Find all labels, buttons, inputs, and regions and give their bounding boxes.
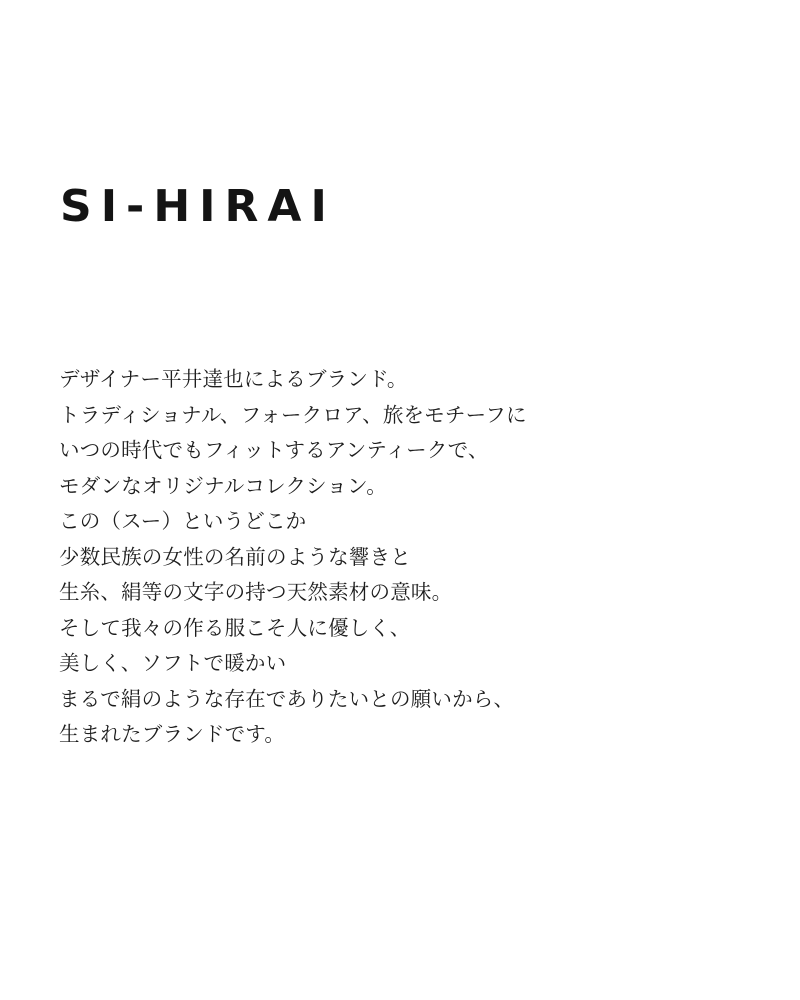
brand-description (59, 362, 739, 753)
description-line: トラディショナル、フォークロア、旅をモチーフに (59, 402, 527, 427)
description-line: 美しく、ソフトで暖かい (59, 651, 287, 675)
description-line: デザイナー平井達也によるブランド。 (59, 367, 408, 391)
description-line: この（スー）というどこか (59, 509, 307, 533)
description-line: まるで絹のような存在でありたいとの願いから、 (59, 686, 515, 711)
description-line: 少数民族の女性の名前のような響きと (59, 544, 411, 569)
description-line: モダンなオリジナルコレクション。 (59, 473, 387, 498)
description-line: いつの時代でもフィットするアンティークで、 (59, 438, 489, 462)
description-line: 生糸、絹等の文字の持つ天然素材の意味。 (59, 580, 453, 604)
description-line: そして我々の作る服こそ人に優しく、 (59, 615, 411, 640)
brand-logo: SI-HIRAI (60, 181, 336, 232)
description-line: 生まれたブランドです。 (59, 722, 286, 746)
